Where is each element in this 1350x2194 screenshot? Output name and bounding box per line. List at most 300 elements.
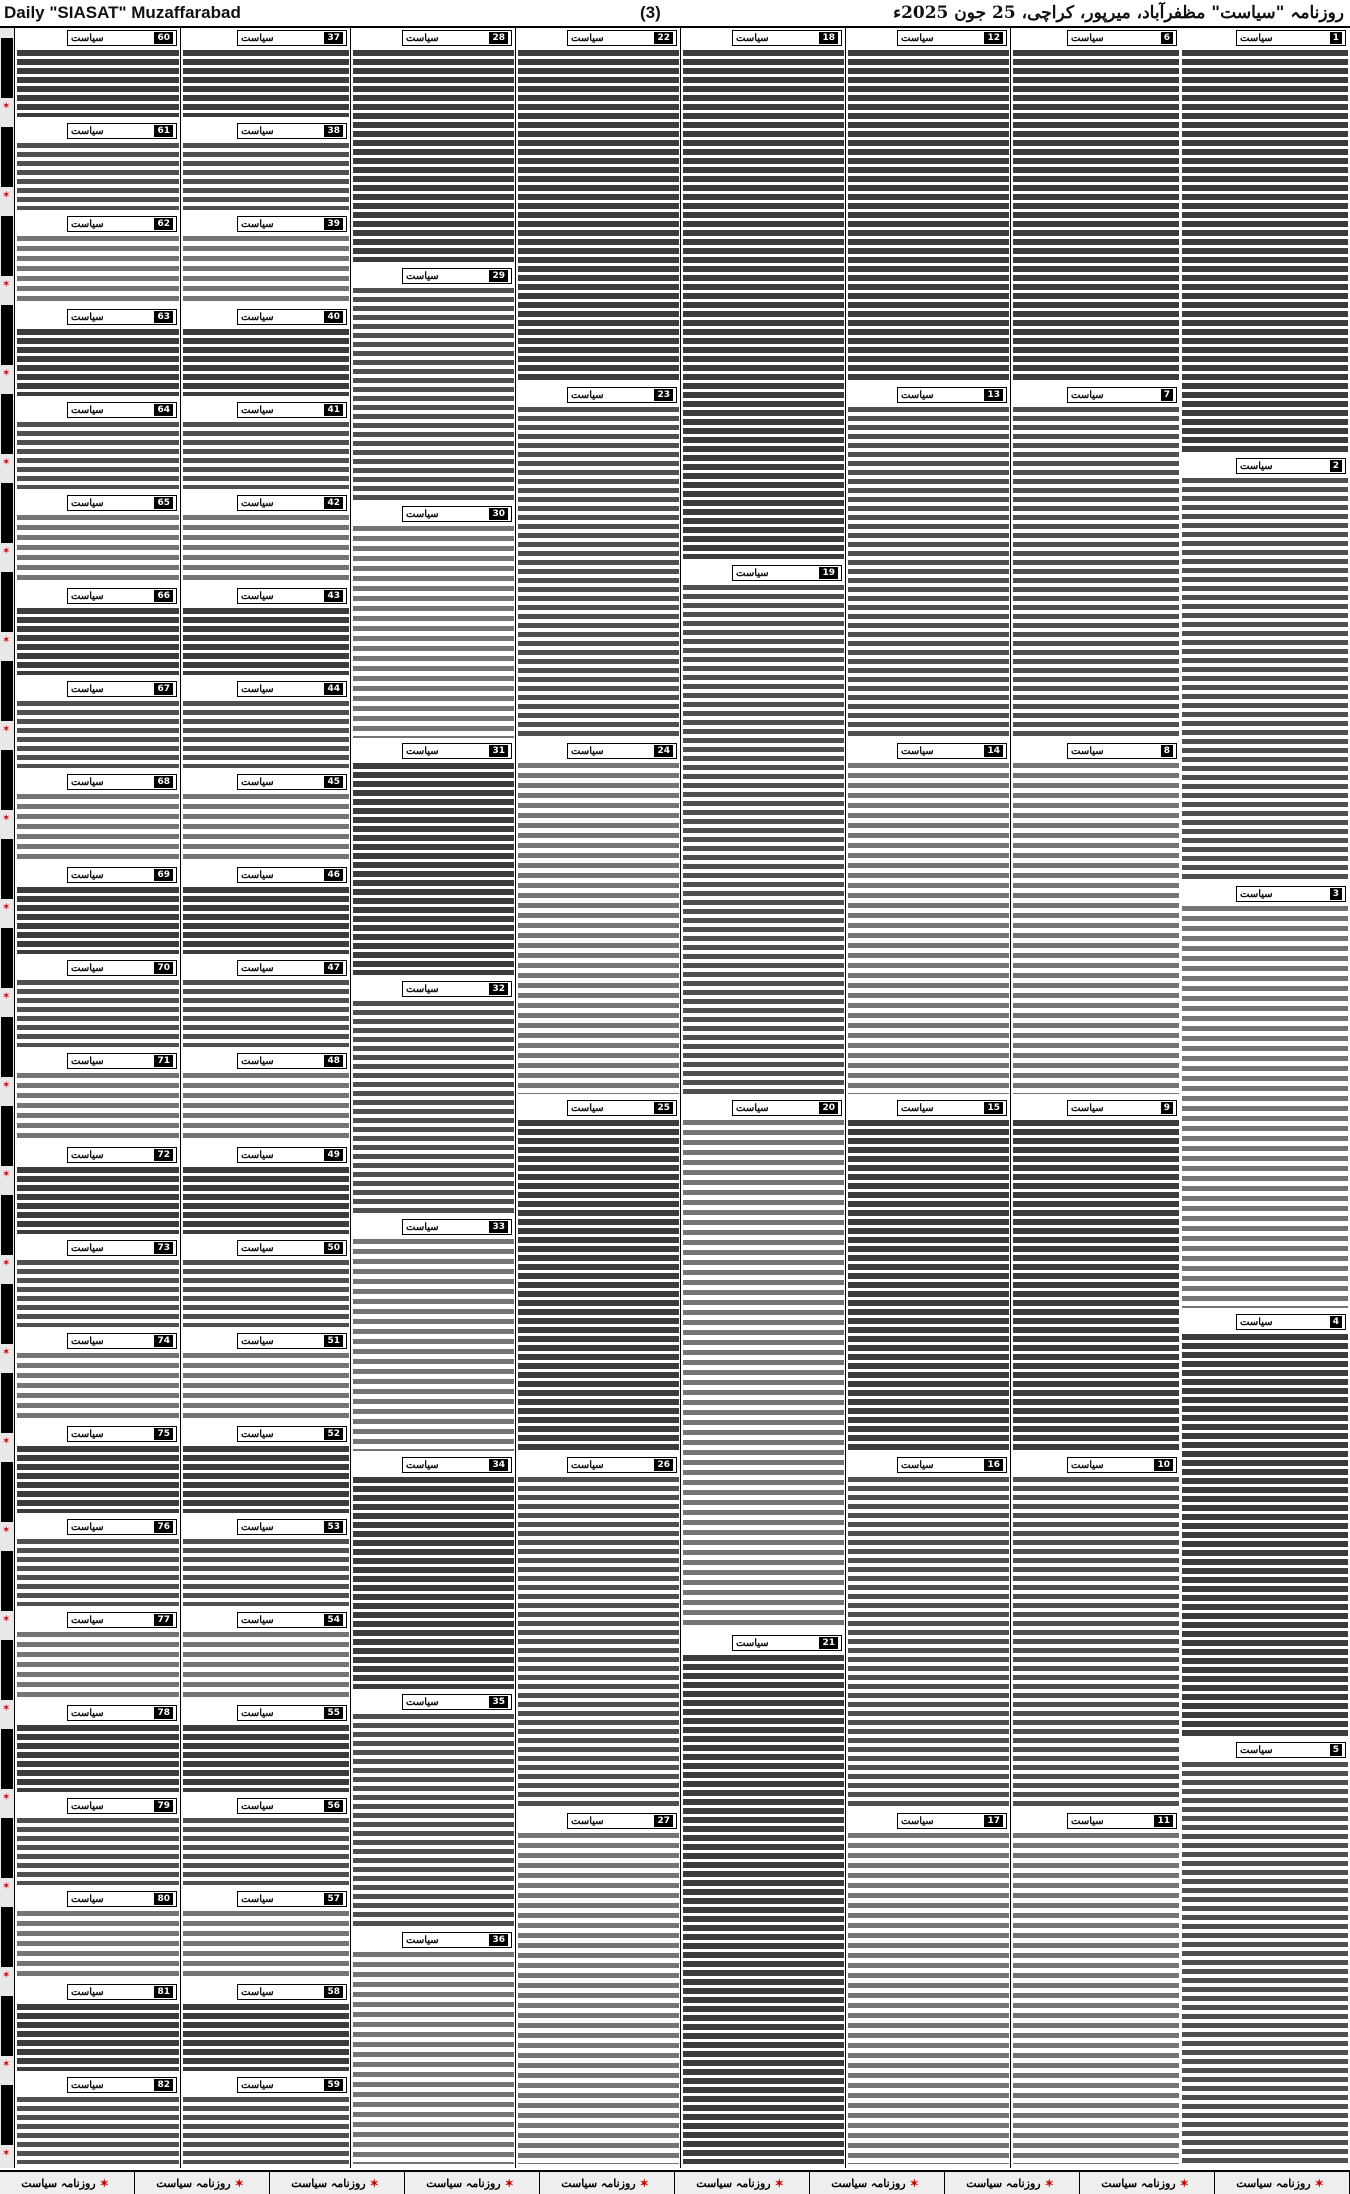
tag-number: 70 [154,962,173,974]
item-tag [237,681,347,697]
tag-number: 1 [1330,32,1342,44]
tag-logo: سیاست [736,1102,769,1114]
tag-number: 5 [1330,1744,1342,1756]
tag-number: 76 [154,1521,173,1533]
article-text-block [17,2004,179,2071]
tag-logo: سیاست [1071,1459,1104,1471]
item-tag [67,1612,177,1628]
footer-label: روزنامہ سیاست [1236,2176,1311,2190]
item-tag [67,1426,177,1442]
star-icon: ✶ [2,1525,11,1536]
article-text-block [183,1167,349,1234]
star-icon: ✶ [2,2148,11,2159]
tag-number: 44 [324,683,343,695]
tag-logo: سیاست [71,218,104,230]
article-text-block [17,515,179,582]
item-tag [237,1240,347,1256]
item-tag [237,402,347,418]
footer-segment [405,2172,540,2194]
tag-number: 60 [154,32,173,44]
tag-logo: سیاست [71,1986,104,1998]
tag-logo: سیاست [241,497,274,509]
item-tag [402,1219,512,1235]
item-tag [67,1519,177,1535]
item-tag [67,681,177,697]
item-tag [237,1426,347,1442]
footer-segment [675,2172,810,2194]
article-text-block [183,887,349,954]
tag-number: 12 [984,32,1003,44]
tag-logo: سیاست [736,567,769,579]
tag-number: 17 [984,1815,1003,1827]
item-tag [67,1705,177,1721]
tag-logo: سیاست [241,1521,274,1533]
tag-logo: سیاست [71,32,104,44]
tag-number: 23 [654,389,673,401]
footer-segment [540,2172,675,2194]
tag-logo: سیاست [71,1707,104,1719]
tag-number: 53 [324,1521,343,1533]
item-tag [237,1333,347,1349]
article-text-block [17,236,179,303]
page-number: (3) [640,3,661,22]
item-tag [402,743,512,759]
article-text-block [518,407,679,738]
article-text-block [353,1714,514,1926]
footer-segment [1215,2172,1350,2194]
tag-logo: سیاست [71,311,104,323]
tag-number: 72 [154,1149,173,1161]
article-text-block [353,526,514,738]
item-tag [567,1100,677,1116]
tag-number: 45 [324,776,343,788]
tag-logo: سیاست [736,1637,769,1649]
column-3 [845,28,1011,2168]
tag-logo: سیاست [71,590,104,602]
tag-logo: سیاست [71,683,104,695]
item-tag [732,30,842,46]
article-text-block [183,794,349,861]
star-icon: ✶ [2,813,11,824]
item-tag [567,1457,677,1473]
tag-number: 6 [1161,32,1173,44]
item-tag [1236,30,1346,46]
tag-logo: سیاست [406,1696,439,1708]
article-text-block [1013,1120,1179,1451]
item-tag [237,1053,347,1069]
item-tag [67,309,177,325]
article-text-block [353,288,514,500]
item-tag [237,495,347,511]
tag-number: 31 [489,745,508,757]
article-text-block [1182,1334,1348,1736]
tag-number: 71 [154,1055,173,1067]
column-1 [1180,28,1350,2168]
article-text-block [683,1655,844,2164]
item-tag [237,774,347,790]
tag-logo: سیاست [1071,389,1104,401]
footer-label: روزنامہ سیاست [696,2176,771,2190]
tag-number: 27 [654,1815,673,1827]
star-icon: ✶ [1044,2176,1054,2190]
tag-logo: سیاست [241,1986,274,1998]
article-text-block [683,50,844,559]
tag-number: 40 [324,311,343,323]
tag-number: 78 [154,1707,173,1719]
article-text-block [183,422,349,489]
tag-number: 46 [324,869,343,881]
tag-logo: سیاست [901,745,934,757]
article-text-block [1013,1477,1179,1808]
masthead [0,0,1350,28]
star-icon: ✶ [909,2176,919,2190]
newspaper-page [0,28,1350,2168]
tag-logo: سیاست [241,311,274,323]
article-text-block [848,407,1009,738]
item-tag [1236,458,1346,474]
article-text-block [17,794,179,861]
article-text-block [683,585,844,1094]
tag-logo: سیاست [71,125,104,137]
tag-number: 4 [1330,1316,1342,1328]
tag-number: 8 [1161,745,1173,757]
item-tag [1067,1457,1177,1473]
tag-number: 80 [154,1893,173,1905]
article-text-block [848,1120,1009,1451]
item-tag [237,588,347,604]
article-text-block [183,2004,349,2071]
article-text-block [1013,1833,1179,2164]
star-icon: ✶ [2,190,11,201]
article-text-block [353,1477,514,1689]
article-text-block [848,1833,1009,2164]
tag-number: 55 [324,1707,343,1719]
article-text-block [183,980,349,1047]
tag-logo: سیاست [241,590,274,602]
tag-number: 2 [1330,460,1342,472]
footer-segment [810,2172,945,2194]
item-tag [237,1705,347,1721]
article-text-block [183,236,349,303]
item-tag [897,1813,1007,1829]
footer-label: روزنامہ سیاست [561,2176,636,2190]
tag-logo: سیاست [71,404,104,416]
tag-number: 36 [489,1934,508,1946]
tag-number: 30 [489,508,508,520]
tag-logo: سیاست [1071,1815,1104,1827]
tag-number: 63 [154,311,173,323]
star-icon: ✶ [2,902,11,913]
tag-logo: سیاست [1071,32,1104,44]
tag-logo: سیاست [71,776,104,788]
article-text-block [1182,478,1348,880]
tag-logo: سیاست [241,1800,274,1812]
tag-logo: سیاست [71,869,104,881]
article-text-block [1182,906,1348,1308]
article-text-block [17,608,179,675]
article-text-block [183,2097,349,2164]
tag-number: 68 [154,776,173,788]
tag-logo: سیاست [241,1428,274,1440]
star-icon: ✶ [2,1970,11,1981]
tag-logo: سیاست [571,32,604,44]
article-text-block [17,1818,179,1885]
item-tag [897,1457,1007,1473]
tag-number: 28 [489,32,508,44]
article-text-block [183,1353,349,1420]
article-text-block [1013,407,1179,738]
item-tag [732,565,842,581]
tag-logo: سیاست [901,1815,934,1827]
item-tag [1236,1314,1346,1330]
article-text-block [17,887,179,954]
column-2 [1010,28,1181,2168]
tag-number: 64 [154,404,173,416]
item-tag [237,867,347,883]
tag-logo: سیاست [1071,1102,1104,1114]
tag-number: 35 [489,1696,508,1708]
tag-number: 21 [819,1637,838,1649]
star-icon: ✶ [2,635,11,646]
article-text-block [183,608,349,675]
item-tag [67,1891,177,1907]
tag-logo: سیاست [71,1521,104,1533]
article-text-block [183,1632,349,1699]
tag-number: 57 [324,1893,343,1905]
article-text-block [17,1632,179,1699]
tag-logo: سیاست [241,125,274,137]
footer-label: روزنامہ سیاست [21,2176,96,2190]
item-tag [897,387,1007,403]
item-tag [732,1100,842,1116]
article-text-block [683,1120,844,1629]
tag-logo: سیاست [406,983,439,995]
tag-logo: سیاست [241,1055,274,1067]
tag-number: 38 [324,125,343,137]
item-tag [67,2077,177,2093]
tag-number: 73 [154,1242,173,1254]
item-tag [67,1147,177,1163]
tag-number: 74 [154,1335,173,1347]
article-text-block [1182,1762,1348,2164]
item-tag [67,1333,177,1349]
tag-number: 58 [324,1986,343,1998]
footer-segment [1080,2172,1215,2194]
item-tag [67,1798,177,1814]
item-tag [1236,886,1346,902]
tag-number: 66 [154,590,173,602]
tag-logo: سیاست [241,1614,274,1626]
tag-number: 56 [324,1800,343,1812]
item-tag [67,774,177,790]
footer-label: روزنامہ سیاست [831,2176,906,2190]
item-tag [402,1694,512,1710]
footer-segment [270,2172,405,2194]
tag-logo: سیاست [571,745,604,757]
item-tag [237,1984,347,2000]
article-text-block [353,763,514,975]
tag-logo: سیاست [71,1893,104,1905]
star-icon: ✶ [504,2176,514,2190]
article-text-block [848,1477,1009,1808]
article-text-block [17,1725,179,1792]
column-7 [180,28,351,2168]
star-icon: ✶ [774,2176,784,2190]
star-icon: ✶ [234,2176,244,2190]
article-text-block [17,329,179,396]
star-icon: ✶ [2,724,11,735]
tag-logo: سیاست [406,508,439,520]
article-text-block [848,763,1009,1094]
star-icon: ✶ [2,101,11,112]
item-tag [402,1457,512,1473]
item-tag [1067,743,1177,759]
tag-logo: سیاست [241,1335,274,1347]
star-icon: ✶ [2,1258,11,1269]
tag-number: 52 [324,1428,343,1440]
item-tag [897,1100,1007,1116]
article-text-block [353,1239,514,1451]
item-tag [732,1635,842,1651]
item-tag [237,123,347,139]
tag-logo: سیاست [71,1242,104,1254]
article-text-block [17,1539,179,1606]
article-text-block [183,1539,349,1606]
tag-number: 37 [324,32,343,44]
article-text-block [17,701,179,768]
article-text-block [183,1725,349,1792]
tag-logo: سیاست [71,497,104,509]
footer-label: روزنامہ سیاست [966,2176,1041,2190]
tag-logo: سیاست [1240,888,1273,900]
article-text-block [183,515,349,582]
tag-number: 51 [324,1335,343,1347]
tag-logo: سیاست [71,1614,104,1626]
article-text-block [17,422,179,489]
article-text-block [183,329,349,396]
tag-logo: سیاست [1240,32,1273,44]
footer-label: روزنامہ سیاست [1101,2176,1176,2190]
item-tag [1067,1100,1177,1116]
article-text-block [17,1073,179,1140]
star-icon: ✶ [2,2059,11,2070]
tag-number: 13 [984,389,1003,401]
item-tag [402,506,512,522]
tag-logo: سیاست [241,218,274,230]
tag-logo: سیاست [241,962,274,974]
item-tag [897,30,1007,46]
item-tag [67,1053,177,1069]
item-tag [67,495,177,511]
tag-number: 26 [654,1459,673,1471]
tag-logo: سیاست [1240,1316,1273,1328]
item-tag [237,2077,347,2093]
article-text-block [518,1120,679,1451]
tag-logo: سیاست [406,1459,439,1471]
tag-logo: سیاست [901,1102,934,1114]
article-text-block [518,1477,679,1808]
tag-number: 54 [324,1614,343,1626]
item-tag [67,1240,177,1256]
star-icon: ✶ [99,2176,109,2190]
star-icon: ✶ [2,1792,11,1803]
tag-number: 75 [154,1428,173,1440]
tag-number: 79 [154,1800,173,1812]
article-text-block [183,1446,349,1513]
tag-number: 43 [324,590,343,602]
tag-number: 25 [654,1102,673,1114]
article-text-block [1013,763,1179,1094]
footer-label: روزنامہ سیاست [291,2176,366,2190]
tag-number: 39 [324,218,343,230]
item-tag [237,216,347,232]
item-tag [567,387,677,403]
tag-number: 34 [489,1459,508,1471]
tag-number: 42 [324,497,343,509]
item-tag [237,30,347,46]
tag-number: 81 [154,1986,173,1998]
tag-number: 19 [819,567,838,579]
tag-number: 20 [819,1102,838,1114]
star-icon: ✶ [2,279,11,290]
tag-number: 49 [324,1149,343,1161]
tag-number: 41 [324,404,343,416]
tag-number: 65 [154,497,173,509]
tag-number: 15 [984,1102,1003,1114]
tag-logo: سیاست [571,1102,604,1114]
star-icon: ✶ [1179,2176,1189,2190]
tag-logo: سیاست [406,1221,439,1233]
tag-logo: سیاست [406,745,439,757]
tag-logo: سیاست [241,32,274,44]
footer-strip [0,2170,1350,2194]
tag-number: 50 [324,1242,343,1254]
item-tag [402,981,512,997]
article-text-block [17,1353,179,1420]
item-tag [67,30,177,46]
article-text-block [353,1952,514,2164]
tag-logo: سیاست [71,1149,104,1161]
item-tag [402,1932,512,1948]
star-icon: ✶ [2,1881,11,1892]
tag-number: 33 [489,1221,508,1233]
article-text-block [17,980,179,1047]
footer-segment [0,2172,135,2194]
article-text-block [518,1833,679,2164]
article-text-block [17,2097,179,2164]
item-tag [402,268,512,284]
tag-logo: سیاست [71,1428,104,1440]
item-tag [237,1147,347,1163]
tag-number: 22 [654,32,673,44]
tag-number: 47 [324,962,343,974]
article-text-block [848,50,1009,381]
item-tag [67,402,177,418]
star-icon: ✶ [2,1703,11,1714]
tag-logo: سیاست [241,1242,274,1254]
tag-number: 14 [984,745,1003,757]
star-icon: ✶ [369,2176,379,2190]
tag-logo: سیاست [406,270,439,282]
tag-number: 11 [1154,1815,1173,1827]
tag-number: 48 [324,1055,343,1067]
tag-number: 29 [489,270,508,282]
tag-number: 3 [1330,888,1342,900]
item-tag [237,1798,347,1814]
item-tag [237,1612,347,1628]
tag-logo: سیاست [71,962,104,974]
star-icon: ✶ [2,457,11,468]
